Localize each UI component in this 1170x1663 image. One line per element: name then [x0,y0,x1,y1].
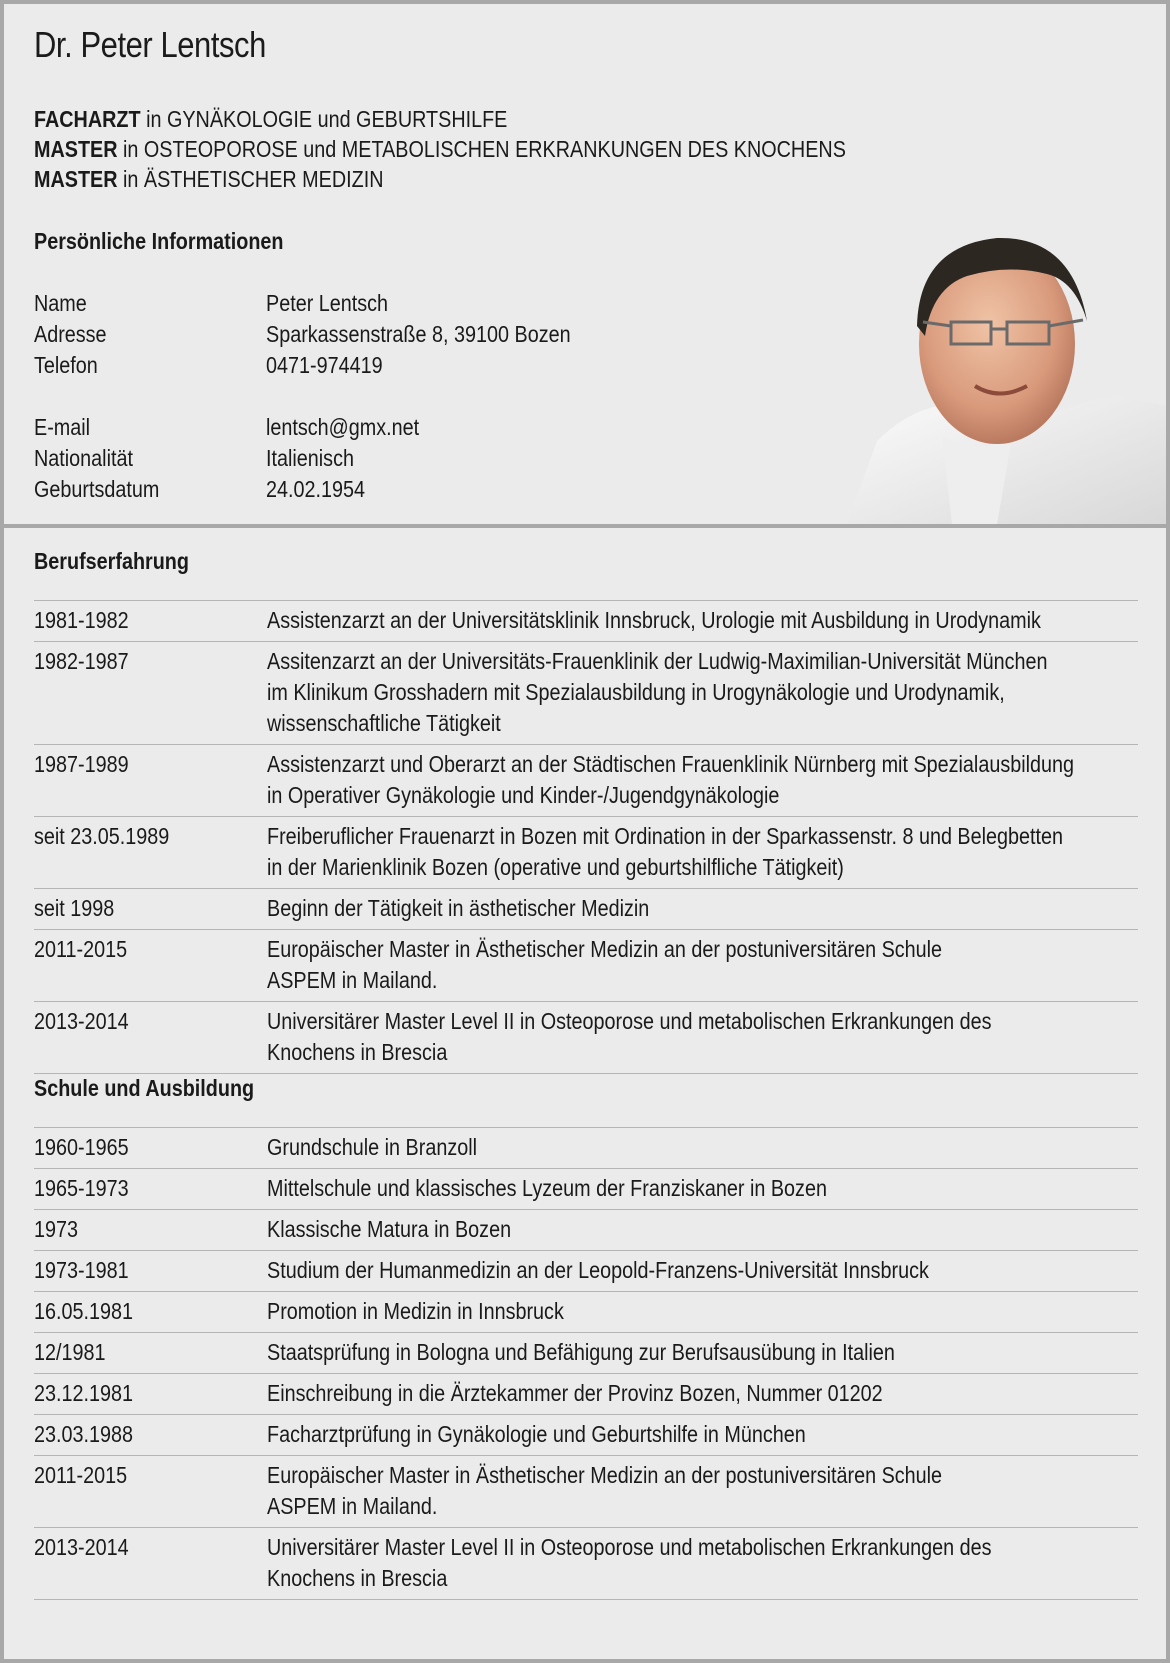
row-description: Grundschule in Branzoll [267,1134,478,1160]
row-description: Universitärer Master Level II in Osteoporose und metabolischen Erkrankungen des Knochens in Brescia [267,1008,992,1065]
row-date: 16.05.1981 [34,1298,134,1324]
row-description: Assitenzarzt an der Universitäts-Frauenklinik der Ludwig-Maximilian-Universität München im Klinikum Grosshadern mit Spezialausbildung in Urogynäkologie und Urodynamik, wissenschaftliche Tätigkeit [267,648,1048,736]
row-date: 23.03.1988 [34,1421,134,1447]
row-date: 1960-1965 [34,1134,129,1160]
row-date: 2013-2014 [34,1008,129,1034]
row-date: 1965-1973 [34,1175,129,1201]
row-date: seit 23.05.1989 [34,823,170,849]
row-description: Assistenzarzt und Oberarzt an der Städtischen Frauenklinik Nürnberg mit Spezialausbildung in Operativer Gynäkologie und Kinder-/Jugendgynäkologie [267,751,1075,808]
row-date: 1973 [34,1216,79,1242]
row-description: Europäischer Master in Ästhetischer Medizin an der postuniversitären Schule ASPEM in Mailand. [267,1462,943,1519]
row-description: Mittelschule und klassisches Lyzeum der Franziskaner in Bozen [267,1175,827,1201]
row-description: Freiberuflicher Frauenarzt in Bozen mit Ordination in der Sparkassenstr. 8 und Belegbetten in der Marienklinik Bozen (operative und geburtshilfliche Tätigkeit) [267,823,1064,880]
table-row [34,1415,1138,1456]
experience-heading: Berufserfahrung [34,548,189,574]
page-title: Dr. Peter Lentsch [34,24,266,65]
table-row [34,1456,1138,1528]
table-row [34,1210,1138,1251]
education-table [34,1127,1138,1600]
table-row [34,1333,1138,1374]
experience-table [34,600,1138,1074]
table-row [34,930,1138,1002]
row-date: 23.12.1981 [34,1380,134,1406]
row-description: Universitärer Master Level II in Osteoporose und metabolischen Erkrankungen des Knochens in Brescia [267,1534,992,1591]
qualification-2: MASTER in OSTEOPOROSE und METABOLISCHEN ERKRANKUNGEN DES KNOCHENS [34,136,846,162]
table-row [34,1128,1138,1169]
education-heading: Schule und Ausbildung [34,1075,255,1101]
personal-info-heading: Persönliche Informationen [34,228,284,254]
row-description: Assistenzarzt an der Universitätsklinik Innsbruck, Urologie mit Ausbildung in Urodynamik [267,607,1041,633]
row-description: Studium der Humanmedizin an der Leopold-Franzens-Universität Innsbruck [267,1257,929,1283]
row-date: 1982-1987 [34,648,129,674]
table-row [34,745,1138,817]
row-date: 1973-1981 [34,1257,129,1283]
row-date: 2011-2015 [34,1462,128,1488]
row-description: Promotion in Medizin in Innsbruck [267,1298,564,1324]
header-panel: Dr. Peter Lentsch FACHARZT in GYNÄKOLOGIE und GEBURTSHILFE MASTER in OSTEOPOROSE und METABOLISCHEN ERKRANKUNGEN DES KNOCHENS MASTER in ÄSTHETISCHER MEDIZIN Persönliche Informationen Name Peter Lentsch Adresse Sparkassenstraße 8, 39100 Bozen Telefon 0471-974419 E-mail lentsch@gmx.net Nationalität Italienisch Geburtsdatum 24.02.1954 [4,4,1166,528]
table-row [34,1251,1138,1292]
row-date: seit 1998 [34,895,115,921]
table-row [34,1528,1138,1600]
row-date: 1981-1982 [34,607,129,633]
table-row [34,642,1138,745]
table-row [34,1292,1138,1333]
table-row [34,1002,1138,1074]
row-description: Europäischer Master in Ästhetischer Medizin an der postuniversitären Schule ASPEM in Mailand. [267,936,943,993]
portrait-photo [847,226,1166,524]
row-description: Klassische Matura in Bozen [267,1216,512,1242]
row-description: Einschreibung in die Ärztekammer der Provinz Bozen, Nummer 01202 [267,1380,883,1406]
row-description: Staatsprüfung in Bologna und Befähigung zur Berufsausübung in Italien [267,1339,895,1365]
row-description: Facharztprüfung in Gynäkologie und Geburtshilfe in München [267,1421,806,1447]
table-row [34,889,1138,930]
table-row [34,601,1138,642]
row-date: 12/1981 [34,1339,106,1365]
table-row [34,1169,1138,1210]
qualification-1: FACHARZT in GYNÄKOLOGIE und GEBURTSHILFE [34,106,508,132]
table-row [34,1374,1138,1415]
row-date: 2011-2015 [34,936,128,962]
qualification-3: MASTER in ÄSTHETISCHER MEDIZIN [34,166,384,192]
row-description: Beginn der Tätigkeit in ästhetischer Medizin [267,895,650,921]
row-date: 2013-2014 [34,1534,129,1560]
table-row [34,817,1138,889]
row-date: 1987-1989 [34,751,129,777]
